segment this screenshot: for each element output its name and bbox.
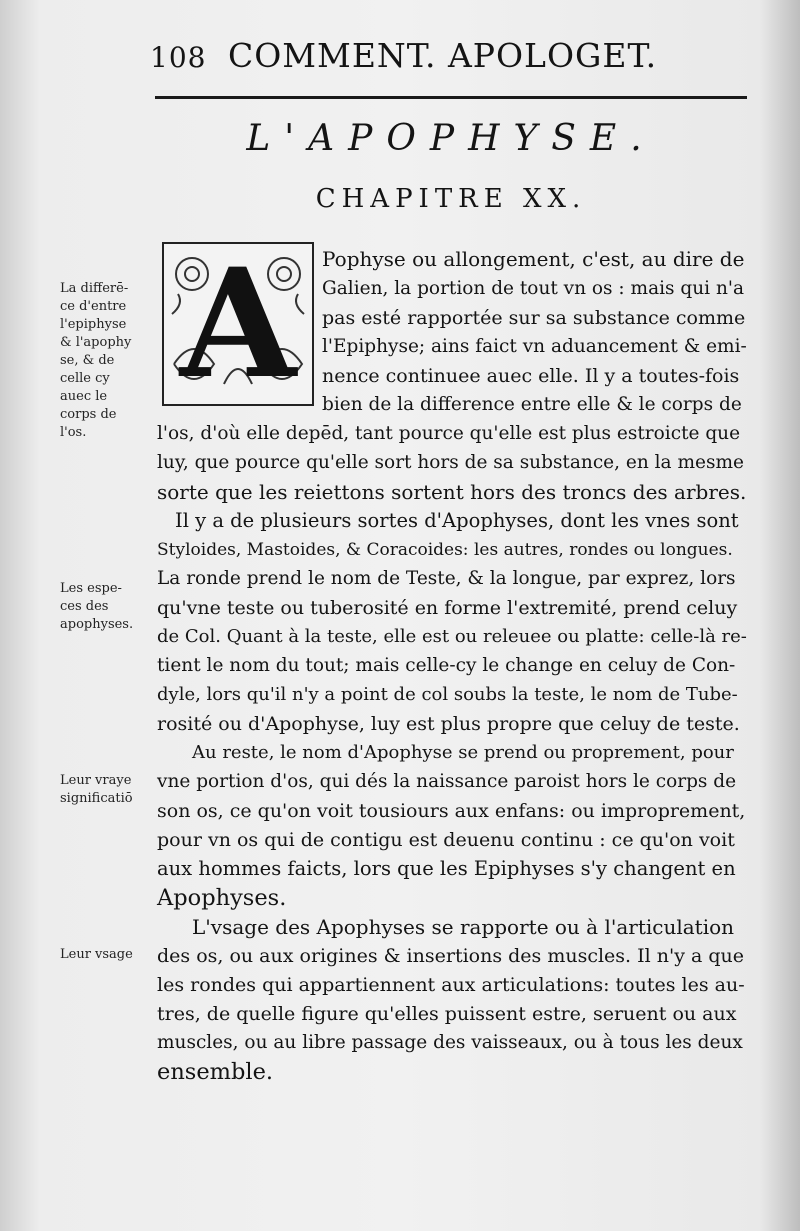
margin-note-line: La differē-	[60, 281, 129, 296]
body-line: aux hommes faicts, lors que les Epiphyses s'y changent en	[157, 857, 736, 880]
running-head	[150, 36, 750, 76]
body-line: Il y a de plusieurs sortes d'Apophyses, dont les vnes sont	[175, 509, 739, 532]
body-line: luy, que pource qu'elle sort hors de sa substance, en la mesme	[157, 452, 744, 473]
body-line: Au reste, le nom d'Apophyse se prend ou proprement, pour	[192, 742, 734, 763]
body-line: pour vn os qui de contigu est deuenu continu : ce qu'on voit	[157, 829, 735, 851]
margin-note-line: Leur vsage	[60, 947, 133, 962]
margin-note-line: auec le	[60, 389, 108, 404]
body-line: Styloides, Mastoides, & Coracoides: les autres, rondes ou longues.	[157, 540, 733, 560]
margin-note-line: celle cy	[60, 371, 110, 386]
margin-note-line: & l'apophy	[60, 335, 132, 350]
body-line: sorte que les reiettons sortent hors des troncs des arbres.	[157, 480, 747, 504]
margin-note-line: ce d'entre	[60, 299, 127, 314]
chapter-heading: CHAPITRE XX.	[315, 184, 587, 214]
margin-note-line: significatiō	[60, 791, 133, 806]
drop-cap-letter: A	[179, 236, 297, 412]
margin-note-line: l'epiphyse	[60, 317, 127, 332]
margin-note-line: l'os.	[60, 425, 87, 440]
body-line: qu'vne teste ou tuberosité en forme l'extremité, prend celuy	[157, 597, 738, 619]
body-line: Pophyse ou allongement, c'est, au dire de	[322, 247, 745, 271]
body-line: l'os, d'où elle depēd, tant pource qu'elle est plus estroicte que	[157, 423, 741, 444]
body-line: tient le nom du tout; mais celle-cy le change en celuy de Con-	[157, 655, 736, 676]
margin-note-line: Leur vraye	[60, 773, 132, 788]
margin-note-line: Les espe-	[60, 581, 122, 596]
body-line: pas esté rapportée sur sa substance comme	[322, 307, 746, 329]
body-line: nence continuee auec elle. Il y a toutes-fois	[322, 365, 740, 387]
body-line: de Col. Quant à la teste, elle est ou releuee ou platte: celle-là re-	[157, 626, 747, 647]
body-line: Galien, la portion de tout vn os : mais qui n'a	[322, 278, 744, 299]
body-line: La ronde prend le nom de Teste, & la longue, par exprez, lors	[157, 568, 736, 589]
body-line: rosité ou d'Apophyse, luy est plus propre que celuy de teste.	[157, 713, 740, 735]
body-line: vne portion d'os, qui dés la naissance paroist hors le corps de	[157, 771, 737, 792]
section-title: L'APOPHYSE.	[246, 118, 656, 159]
body-line: Apophyses.	[157, 885, 287, 911]
ornamental-drop-cap	[162, 236, 314, 412]
body-line: son os, ce qu'on voit tousiours aux enfans: ou improprement,	[157, 800, 746, 822]
margin-note-line: se, & de	[60, 353, 115, 368]
margin-note-line: ces des	[60, 599, 109, 614]
running-title: COMMENT. APOLOGET.	[227, 36, 658, 75]
margin-note-line: corps de	[60, 407, 117, 422]
body-line: muscles, ou au libre passage des vaisseaux, ou à tous les deux	[157, 1032, 743, 1053]
margin-note	[60, 580, 150, 634]
body-line: l'Epiphyse; ains faict vn aduancement & emi-	[322, 336, 747, 357]
body-line: dyle, lors qu'il n'y a point de col soubs la teste, le nom de Tube-	[157, 684, 738, 705]
margin-note	[60, 280, 150, 442]
margin-note-line: apophyses.	[60, 617, 134, 632]
body-line: bien de la difference entre elle & le corps de	[322, 394, 742, 415]
body-line: tres, de quelle figure qu'elles puissent estre, seruent ou aux	[157, 1003, 737, 1025]
body-line: les rondes qui appartiennent aux articulations: toutes les au-	[157, 974, 745, 996]
body-line: L'vsage des Apophyses se rapporte ou à l'articulation	[192, 915, 735, 939]
margin-note	[60, 772, 150, 808]
margin-note	[60, 946, 150, 964]
page-number: 108	[150, 41, 207, 74]
body-line: des os, ou aux origines & insertions des muscles. Il n'y a que	[157, 945, 744, 967]
body-line: ensemble.	[157, 1059, 274, 1085]
header-rule	[155, 96, 747, 99]
